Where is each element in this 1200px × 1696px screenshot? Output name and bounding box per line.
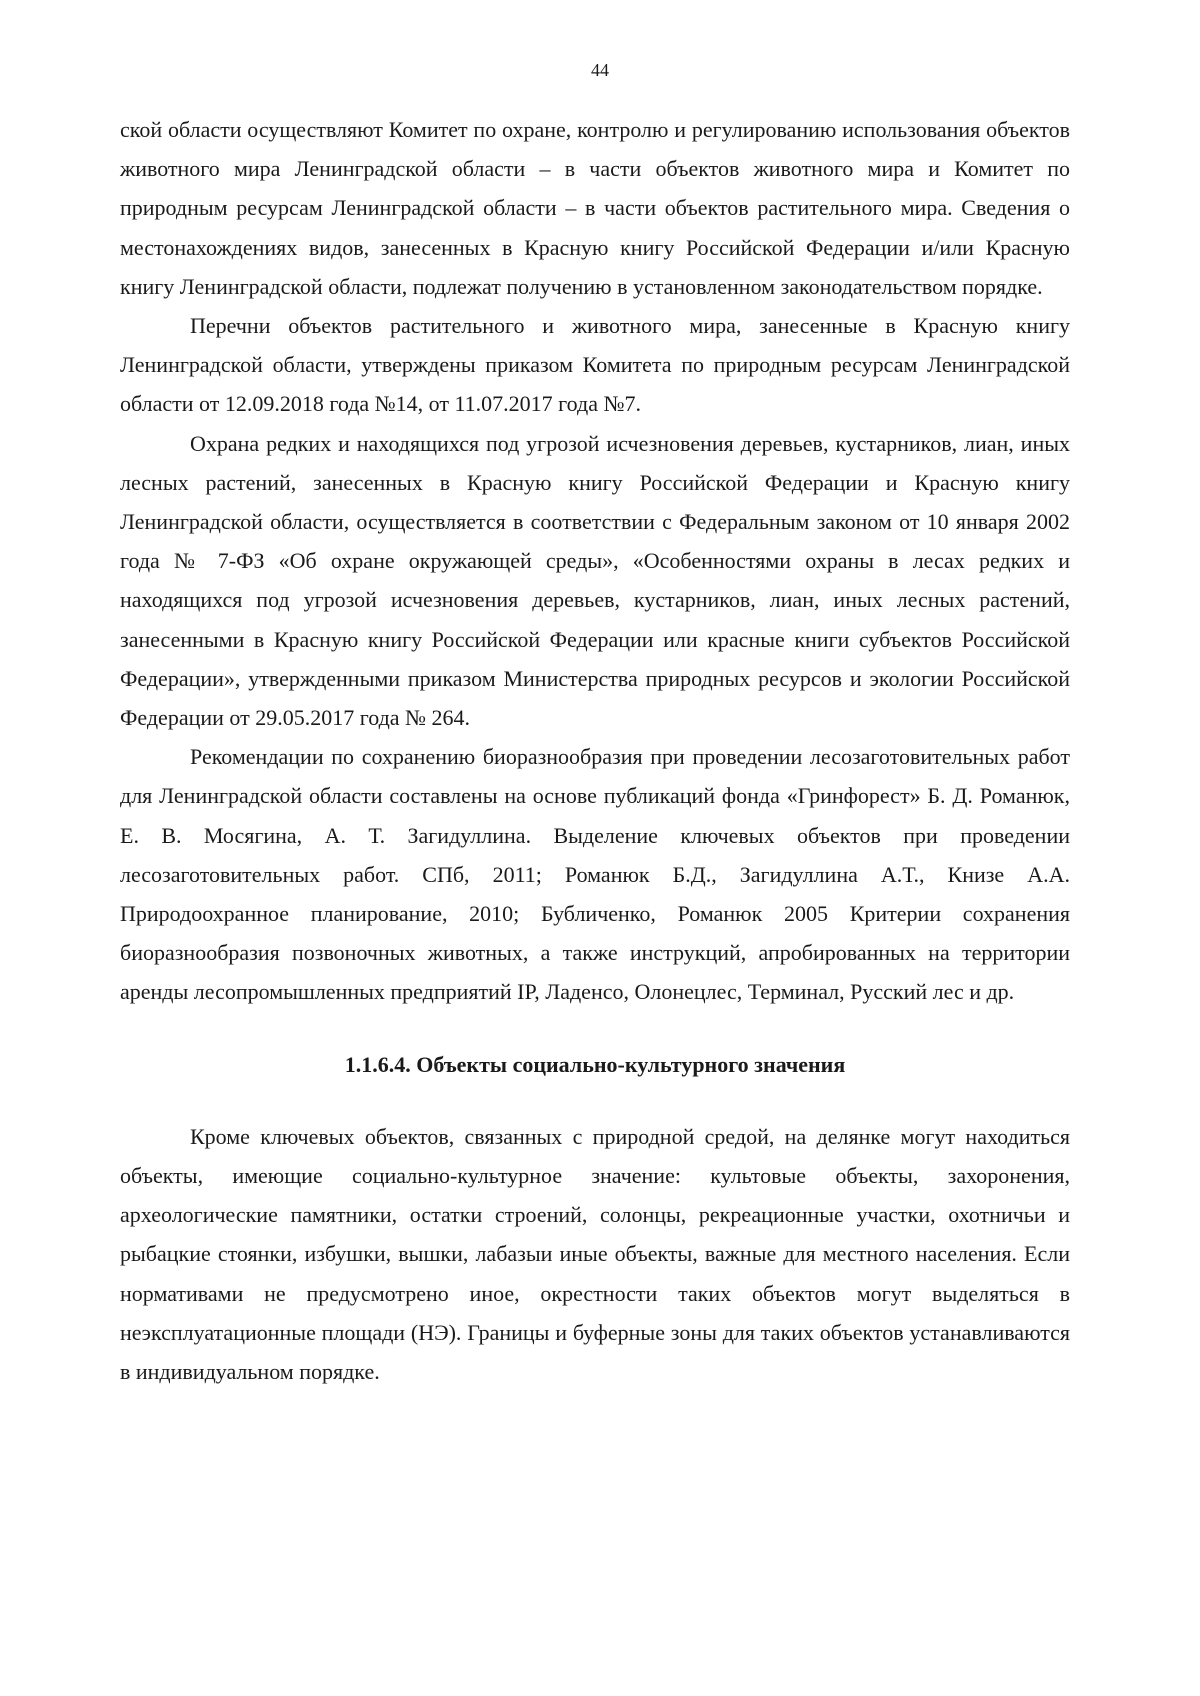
paragraph-red-book-lists: Перечни объектов растительного и животного мира, занесенные в Красную книгу Ленинградской области, утверждены приказом Комитета по природным ресурсам Ленинградской области от 12.09.2018 года №14, от 11.07.2017 года №7. [120, 313, 1070, 417]
page-number: 44 [591, 60, 609, 80]
paragraph-continuation: ской области осуществляют Комитет по охране, контролю и регулированию использования объектов животного мира Ленинградской области – в части объектов животного мира и Комитет по природным ресурсам Ленинградской области – в части объектов растительного мира. Сведения о местонахождениях видов, занесенных в Красную книгу Российской Федерации и/или Красную книгу Ленинградской области, подлежат получению в установленном законодательством порядке. [120, 117, 1070, 299]
paragraph-recommendations: Рекомендации по сохранению биоразнообразия при проведении лесозаготовительных работ для Ленинградской области составлены на основе публикаций фонда «Гринфорест» Б. Д. Романюк, Е. В. Мосягина, А. Т. Загидуллина. Выделение ключевых объектов при проведении лесозаготовительных работ. СПб, 2011; Романюк Б.Д., Загидуллина А.Т., Книзе А.А. Природоохранное планирование, 2010; Бубличенко, Романюк 2005 Критерии сохранения биоразнообразия позвоночных животных, а также инструкций, апробированных на территории аренды лесопромышленных предприятий IP, Ладенсо, Олонецлес, Терминал, Русский лес и др. [120, 744, 1070, 1005]
section-heading: 1.1.6.4. Объекты социально-культурного значения [344, 1051, 846, 1077]
paragraph-protection-rules: Охрана редких и находящихся под угрозой исчезновения деревьев, кустарников, лиан, иных лесных растений, занесенных в Красную книгу Российской Федерации и Красную книгу Ленинградской области, осуществляется в соответствии с Федеральным законом от 10 января 2002 года № 7-ФЗ «Об охране окружающей среды», «Особенностями охраны в лесах редких и находящихся под угрозой исчезновения деревьев, кустарников, лиан, иных лесных растений, занесенными в Красную книгу Российской Федерации или красные книги субъектов Российской Федерации», утвержденными приказом Министерства природных ресурсов и экологии Российской Федерации от 29.05.2017 года № 264. [120, 430, 1070, 731]
paragraph-social-cultural-objects: Кроме ключевых объектов, связанных с природной средой, на делянке могут находиться объекты, имеющие социально-культурное значение: культовые объекты, захоронения, археологические памятники, остатки строений, солонцы, рекреационные участки, охотничьи и рыбацкие стоянки, избушки, вышки, лабазыи иные объекты, важные для местного населения. Если нормативами не предусмотрено иное, окрестности таких объектов могут выделяться в неэксплуатационные площади (НЭ). Границы и буферные зоны для таких объектов устанавливаются в индивидуальном порядке. [120, 1123, 1070, 1385]
document-body [120, 110, 1070, 1391]
